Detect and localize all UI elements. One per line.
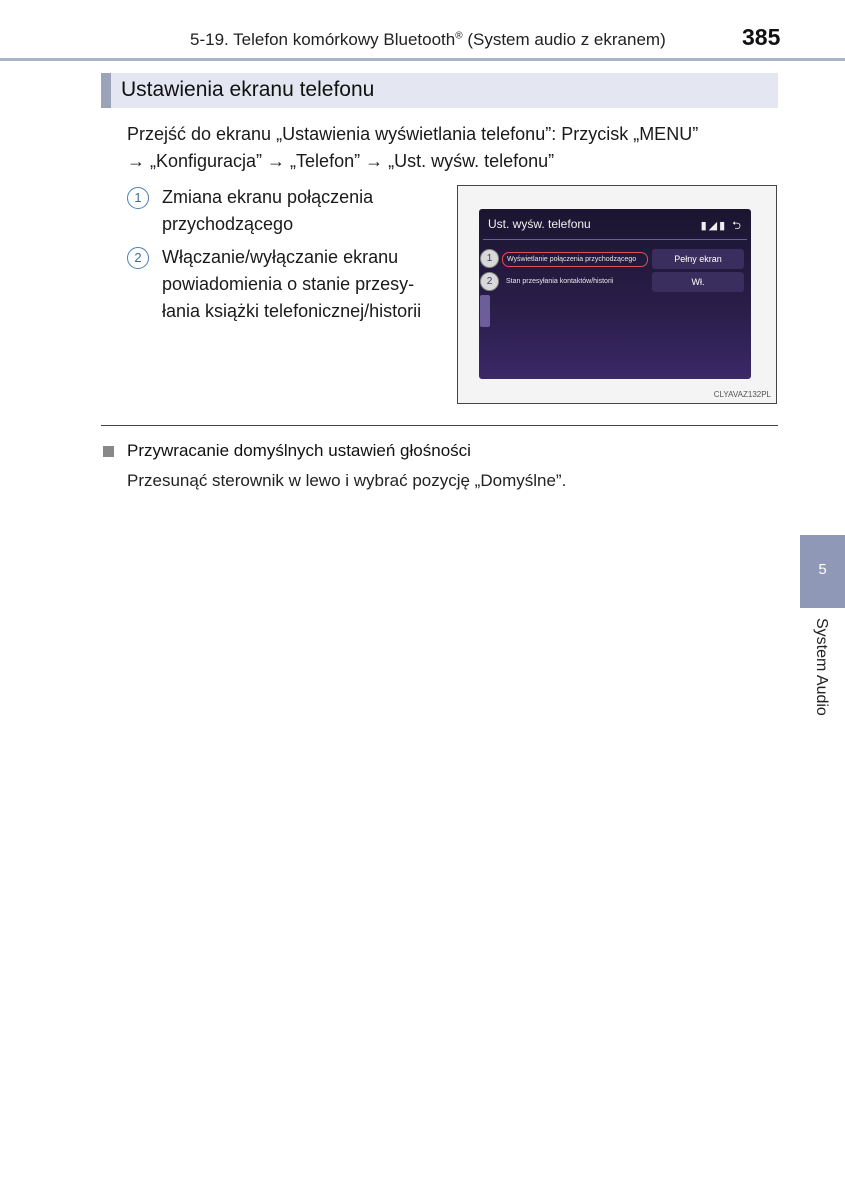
setting-row-label: Stan przesyłania kontaktów/historii [506, 278, 614, 285]
setting-row-transfer-status[interactable] [487, 274, 743, 290]
chapter-tab [800, 535, 845, 608]
header-rule [0, 58, 845, 61]
note-bullet-square [103, 446, 114, 457]
side-scroll-strip [480, 295, 490, 327]
header-title-main: 5-19. Telefon komórkowy Bluetooth [190, 30, 456, 49]
chapter-label-text: System Audio [813, 618, 830, 716]
section-bar [101, 73, 778, 108]
page-number: 385 [742, 24, 781, 50]
setting-row-value[interactable]: Wł. [652, 272, 744, 292]
section-title: Ustawienia ekranu telefonu [121, 78, 375, 101]
navigation-instructions [127, 121, 782, 175]
section-divider [101, 425, 778, 426]
setting-row-incoming-call[interactable] [487, 251, 743, 267]
callout-text-line: przychodzącego [162, 214, 294, 234]
callout-badge-1: 1 [480, 249, 499, 268]
image-code: CLYAVAZ132PL [713, 390, 771, 399]
callout-item [127, 244, 440, 325]
callout-item [127, 184, 440, 238]
callout-text-line: łania książki telefonicznej/historii [162, 301, 422, 321]
running-header [190, 30, 710, 50]
callout-list [127, 184, 440, 331]
circled-number-1: 1 [127, 187, 149, 209]
screen-divider [483, 239, 747, 240]
chapter-label [800, 618, 845, 738]
circled-number-2: 2 [127, 247, 149, 269]
status-icons: ▮◢▮ ⮌ [700, 220, 743, 232]
callout-text-line: powiadomienia o stanie przesy- [162, 274, 415, 294]
callout-text-line: Zmiana ekranu połączenia [162, 187, 374, 207]
header-title-rest: (System audio z ekranem) [462, 30, 666, 49]
setting-row-label: Wyświetlanie połączenia przychodzącego [502, 252, 648, 267]
setting-row-value[interactable]: Pełny ekran [652, 249, 744, 269]
screen-title: Ust. wyśw. telefonu [488, 217, 591, 231]
chapter-number: 5 [818, 561, 827, 578]
callout-badge-2: 2 [480, 272, 499, 291]
phone-display-screen [479, 209, 751, 379]
registered-mark: ® [455, 30, 463, 42]
navigation-line-2: → „Konfiguracja” → „Telefon” → „Ust. wyśw. telefonu” [127, 151, 555, 171]
note-heading: Przywracanie domyślnych ustawień głośności [127, 441, 471, 460]
note-body: Przesunąć sterownik w lewo i wybrać pozycję „Domyślne”. [127, 471, 567, 490]
navigation-line-1: Przejść do ekranu „Ustawienia wyświetlania telefonu”: Przycisk „MENU” [127, 124, 699, 144]
screenshot-figure [457, 185, 777, 404]
callout-text-line: Włączanie/wyłączanie ekranu [162, 247, 399, 267]
